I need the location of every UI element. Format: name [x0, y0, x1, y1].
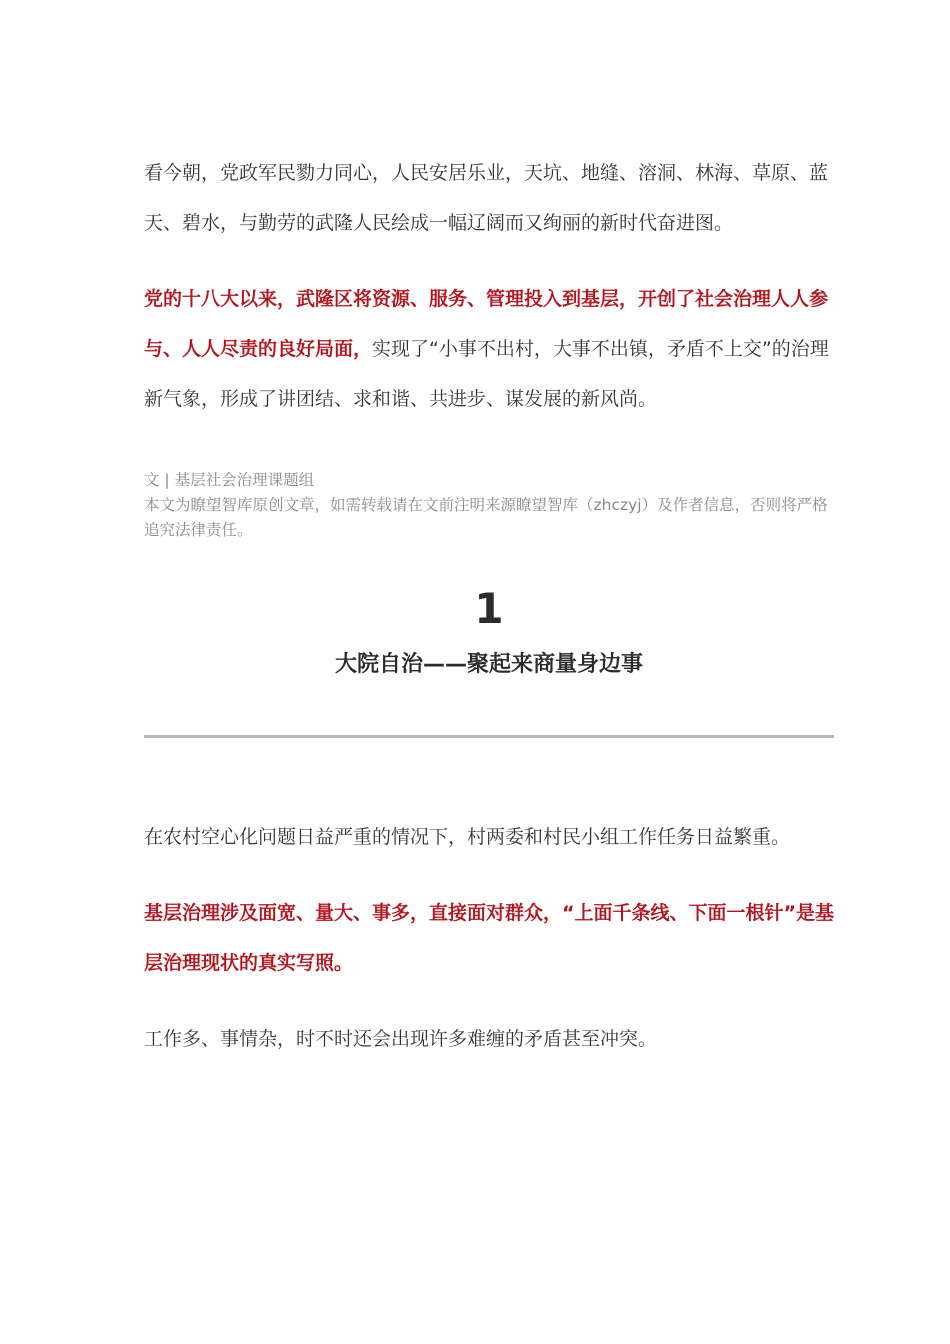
- body-paragraph-3: 工作多、事情杂，时不时还会出现许多难缠的矛盾甚至冲突。: [144, 1028, 658, 1050]
- author-line: 文 | 基层社会治理课题组: [144, 471, 315, 489]
- intro-highlight-text: 党的十八大以来，武隆区将资源、服务、管理投入到基层，开创了社会治理人人参与、人人尽责的良好局面，: [144, 288, 829, 360]
- section-title: 大院自治——聚起来商量身边事: [334, 652, 643, 677]
- spacer: [144, 738, 834, 812]
- body-paragraph-1: 在农村空心化问题日益严重的情况下，村两委和村民小组工作任务日益繁重。: [144, 826, 791, 848]
- intro-paragraph-2: [144, 274, 834, 424]
- section-number: 1: [474, 584, 504, 633]
- spacer: [144, 988, 834, 1014]
- spacer: [144, 424, 834, 468]
- spacer: [144, 862, 834, 888]
- copyright-notice: 本文为瞭望智库原创文章，如需转载请在文前注明来源瞭望智库（zhczyj）及作者信息，否则将严格追究法律责任。: [144, 496, 828, 539]
- spacer: [144, 248, 834, 274]
- article-content: [144, 148, 834, 1064]
- intro-paragraph-2-rest: 实现了“小事不出村，大事不出镇，矛盾不上交”的治理新气象，形成了讲团结、求和谐、共进步、谋发展的新风尚。: [144, 338, 829, 410]
- body-highlight-paragraph: 基层治理涉及面宽、量大、事多，直接面对群众，“上面千条线、下面一根针”是基层治理现状的真实写照。: [144, 902, 834, 974]
- intro-paragraph-1: 看今朝，党政军民勠力同心，人民安居乐业，天坑、地缝、溶洞、林海、草原、蓝天、碧水，与勤劳的武隆人民绘成一幅辽阔而又绚丽的新时代奋进图。: [144, 162, 829, 234]
